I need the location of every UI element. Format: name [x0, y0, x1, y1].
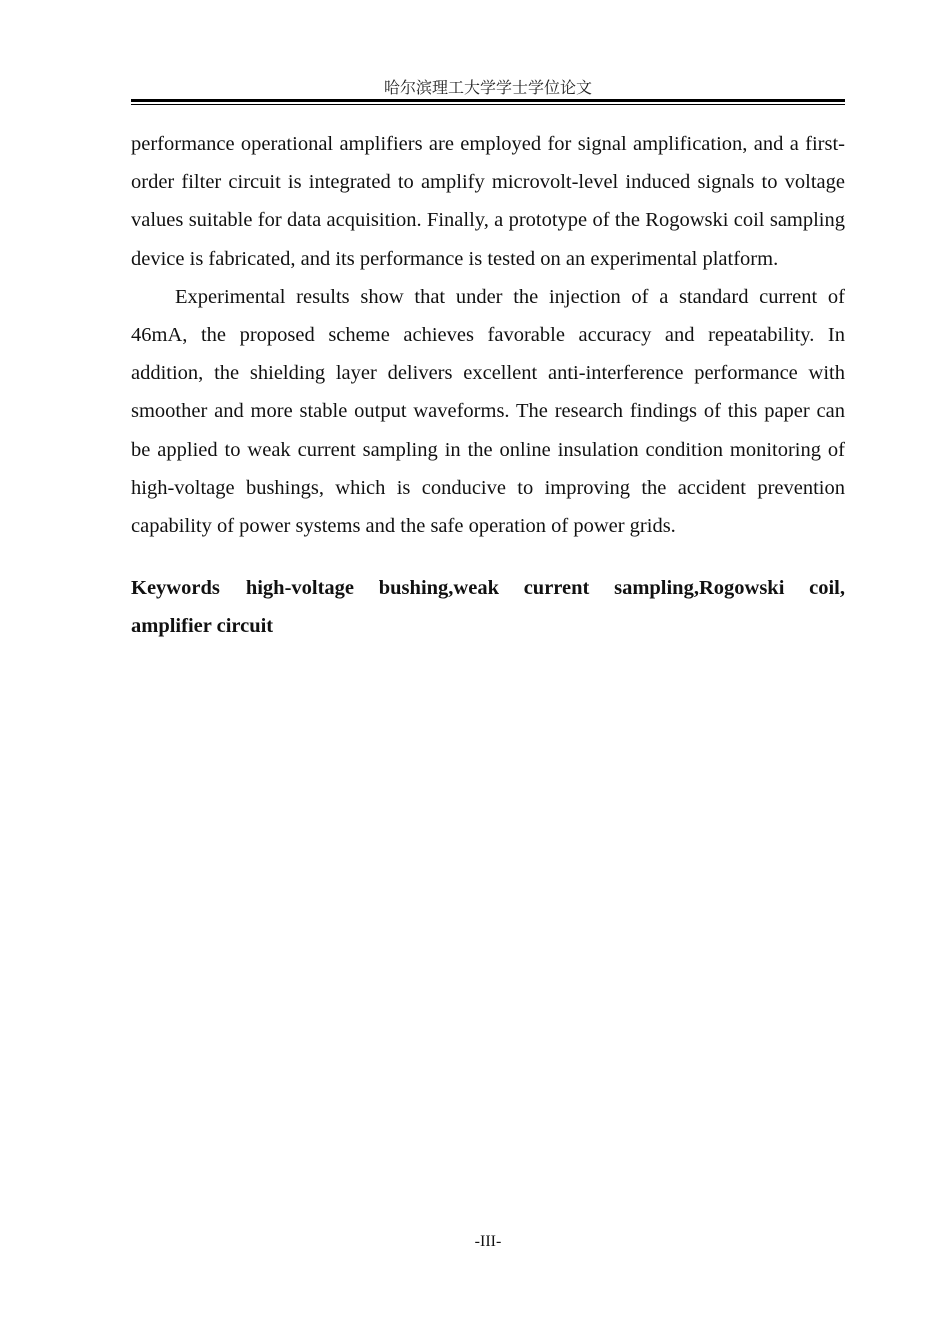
header-rule-thick	[131, 99, 845, 102]
header-rule-thin	[131, 104, 845, 105]
keywords-line	[131, 569, 845, 645]
keywords-label: Keywords	[131, 577, 220, 600]
page-number: -III-	[474, 1233, 502, 1250]
keywords-text: high-voltage bushing,weak current sampling,Rogowski coil, amplifier circuit	[131, 577, 845, 638]
abstract-paragraph-continued: performance operational amplifiers are employed for signal amplification, and a first-order filter circuit is integrated to amplify microvolt-level induced signals to voltage values suitable for data acquisition. Finally, a prototype of the Rogowski coil sampling device is fabricated, and its performance is tested on an experimental platform.	[131, 133, 845, 270]
abstract-body	[131, 125, 845, 646]
header-title: 哈尔滨理工大学学士学位论文	[383, 78, 592, 97]
abstract-paragraph-results: Experimental results show that under the injection of a standard current of 46mA, the proposed scheme achieves favorable accuracy and repeatability. In addition, the shielding layer delivers excellent anti-interference performance with smoother and more stable output waveforms. The research findings of this paper can be applied to weak current sampling in the online insulation condition monitoring of high-voltage bushings, which is conducive to improving the accident prevention capability of power systems and the safe operation of power grids.	[131, 285, 845, 538]
